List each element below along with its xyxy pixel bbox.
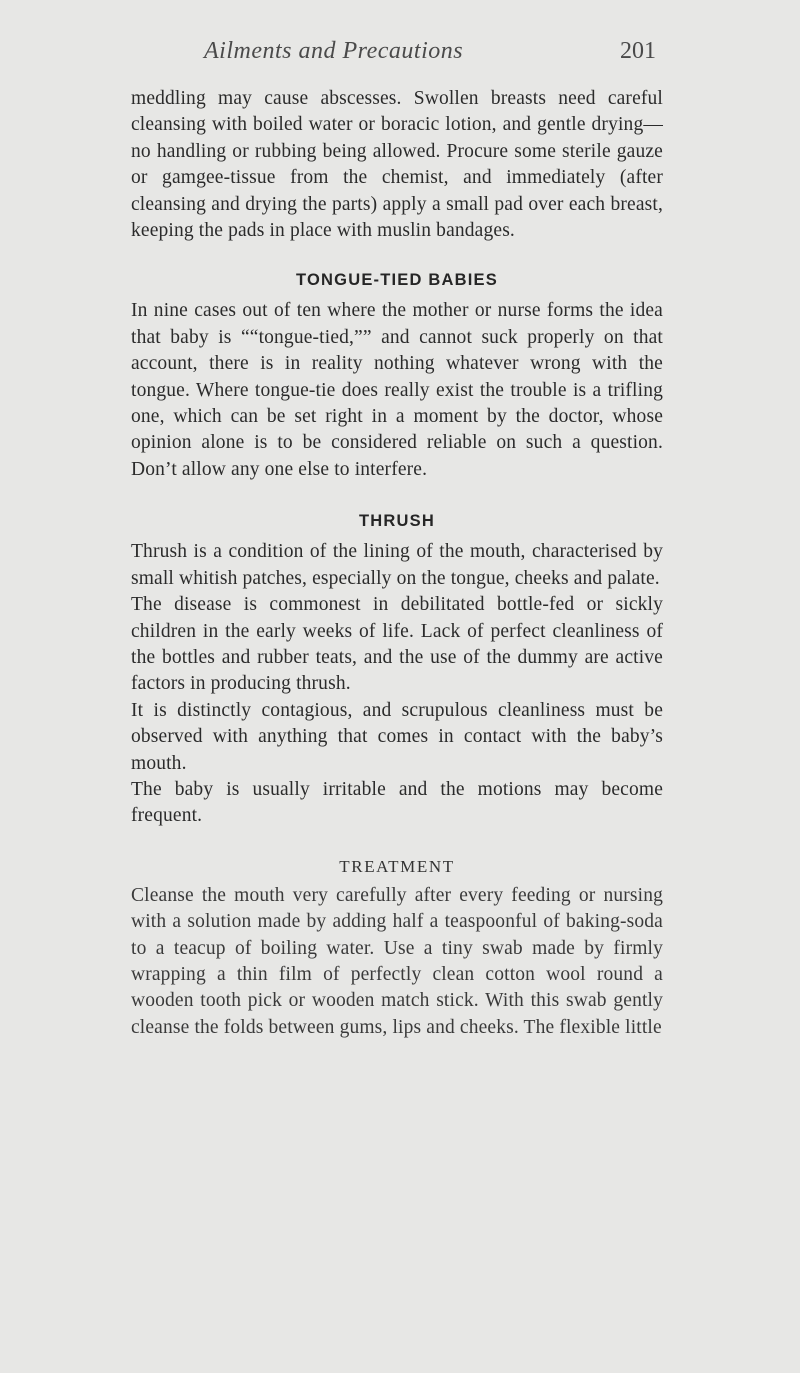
opening-paragraph: meddling may cause abscesses. Swollen breasts need careful cleansing with boiled water or boracic lotion, and gentle drying—no handling or rubbing being allowed. Procure some sterile gauze or gamgee-tissue from the chemist, and immediately (after cleansing and drying the parts) apply a small pad over each breast, keeping the pads in place with muslin bandages.: [131, 88, 663, 242]
thrush-paragraph-3: It is distinctly contagious, and scrupulous cleanliness must be observed with anything that comes in contact with the baby’s mouth.: [131, 699, 663, 774]
page-number: 201: [620, 38, 656, 64]
section-heading-thrush: THRUSH: [359, 512, 435, 531]
section-heading-treatment: TREATMENT: [339, 856, 455, 876]
section-heading-tongue-tied: TONGUE-TIED BABIES: [296, 271, 498, 290]
tongue-tied-paragraph: In nine cases out of ten where the mother or nurse forms the idea that baby is ““tongue-tied,”” and cannot suck properly on that account, there is in reality nothing whatever wrong with the tongue. Where tongue-tie does really exist the trouble is a trifling one, which can be set right in a moment by the doctor, whose opinion alone is to be considered reliable on such a question. Don’t allow any one else to interfere.: [131, 300, 663, 480]
running-title: Ailments and Precautions: [204, 38, 464, 64]
treatment-paragraph: Cleanse the mouth very carefully after every feeding or nursing with a solution made by adding half a teaspoonful of baking-soda to a teacup of boiling water. Use a tiny swab made by firmly wrapping a thin film of perfectly clean cotton wool round a wooden tooth pick or wooden match stick. With this swab gently cleanse the folds between gums, lips and cheeks. The flexible little: [131, 884, 663, 1038]
thrush-paragraph-1: Thrush is a condition of the lining of the mouth, characterised by small whitish patches, especially on the tongue, cheeks and palate.: [131, 541, 663, 589]
page-body: [131, 86, 663, 1041]
thrush-paragraph-2: The disease is commonest in debilitated bottle-fed or sickly children in the early weeks of life. Lack of perfect cleanliness of the bottles and rubber teats, and the use of the dummy are active factors in producing thrush.: [131, 594, 663, 695]
thrush-paragraph-4: The baby is usually irritable and the motions may become frequent.: [131, 778, 663, 827]
page-header: [204, 38, 656, 70]
